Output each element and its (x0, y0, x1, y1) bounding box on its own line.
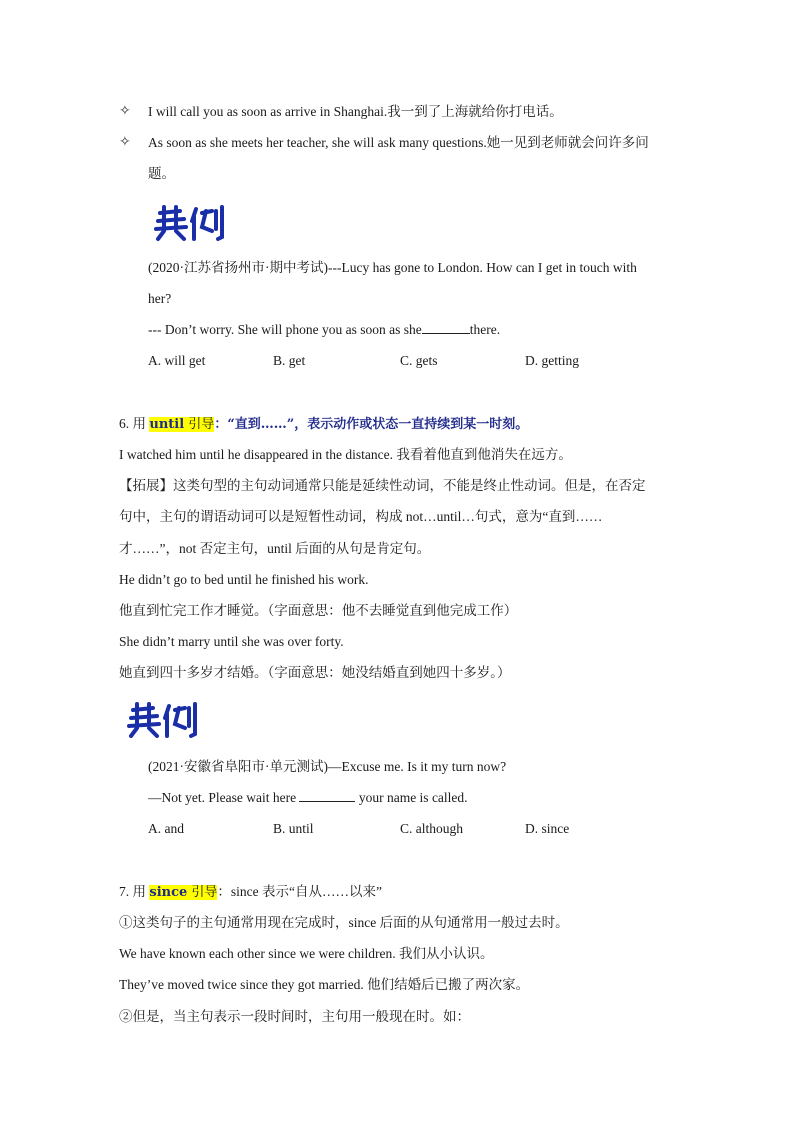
diamond-bullet-icon: ✧ (119, 134, 131, 150)
example-logo-icon (123, 700, 203, 740)
section-6-example-2: He didn’t go to bed until he finished his work. (119, 572, 369, 587)
option-d[interactable]: D. getting (525, 353, 579, 368)
option-c[interactable]: C. gets (400, 353, 438, 368)
bullet-item-2-cont: 题。 (148, 166, 175, 181)
section-7-point-2: ②但是，当主句表示一段时间时，主句用一般现在时。如： (119, 1009, 470, 1024)
option-a[interactable]: A. and (148, 821, 184, 836)
example-2-question: (2021·安徽省阜阳市·单元测试)—Excuse me. Is it my turn now? (148, 759, 507, 774)
answer-blank[interactable] (422, 321, 470, 334)
answer-blank[interactable] (299, 789, 355, 802)
diamond-bullet-icon: ✧ (119, 103, 131, 119)
bullet-item-2: As soon as she meets her teacher, she will ask many questions.她一见到老师就会问许多问 (148, 135, 649, 150)
example-2-answer-line: —Not yet. Please wait here your name is called. (148, 790, 468, 805)
section-6-example-1: I watched him until he disappeared in the distance. 我看着他直到他消失在远方。 (119, 447, 572, 462)
section-7-example-1: We have known each other since we were children. 我们从小认识。 (119, 946, 494, 961)
section-6-extension-3: 才……”，not 否定主句，until 后面的从句是肯定句。 (119, 541, 431, 556)
section-6-example-2-zh: 他直到忙完工作才睡觉。（字面意思：他不去睡觉直到他完成工作） (119, 603, 518, 618)
bullet-item-1: I will call you as soon as arrive in Shanghai.我一到了上海就给你打电话。 (148, 104, 563, 119)
section-7-example-2: They’ve moved twice since they got married. 他们结婚后已搬了两次家。 (119, 977, 530, 992)
example-1-answer-line: --- Don’t worry. She will phone you as soon as she there. (148, 322, 501, 337)
option-b[interactable]: B. get (273, 353, 306, 368)
section-6-heading: 6. 用 until 引导：“直到……”，表示动作或状态一直持续到某一时刻。 (119, 416, 529, 432)
section-6-example-3: She didn’t marry until she was over forty. (119, 634, 344, 649)
section-7-point-1: ①这类句子的主句通常用现在完成时，since 后面的从句通常用一般过去时。 (119, 915, 569, 930)
section-6-example-3-zh: 她直到四十多岁才结婚。（字面意思：她没结婚直到她四十多岁。） (119, 665, 511, 680)
option-a[interactable]: A. will get (148, 353, 206, 368)
section-6-extension-2: 句中，主句的谓语动词可以是短暂性动词，构成 not…until…句式，意为“直到…… (119, 509, 603, 524)
option-c[interactable]: C. although (400, 821, 463, 836)
section-7-heading: 7. 用 since 引导：since 表示“自从……以来” (119, 884, 383, 900)
option-d[interactable]: D. since (525, 821, 570, 836)
section-6-extension-1: 【拓展】这类句型的主句动词通常只能是延续性动词，不能是终止性动词。但是，在否定 (119, 478, 646, 493)
option-b[interactable]: B. until (273, 821, 314, 836)
example-1-question: (2020·江苏省扬州市·期中考试)---Lucy has gone to London. How can I get in touch with (148, 260, 637, 275)
example-logo-icon (150, 203, 230, 243)
example-1-question-cont: her? (148, 291, 172, 306)
